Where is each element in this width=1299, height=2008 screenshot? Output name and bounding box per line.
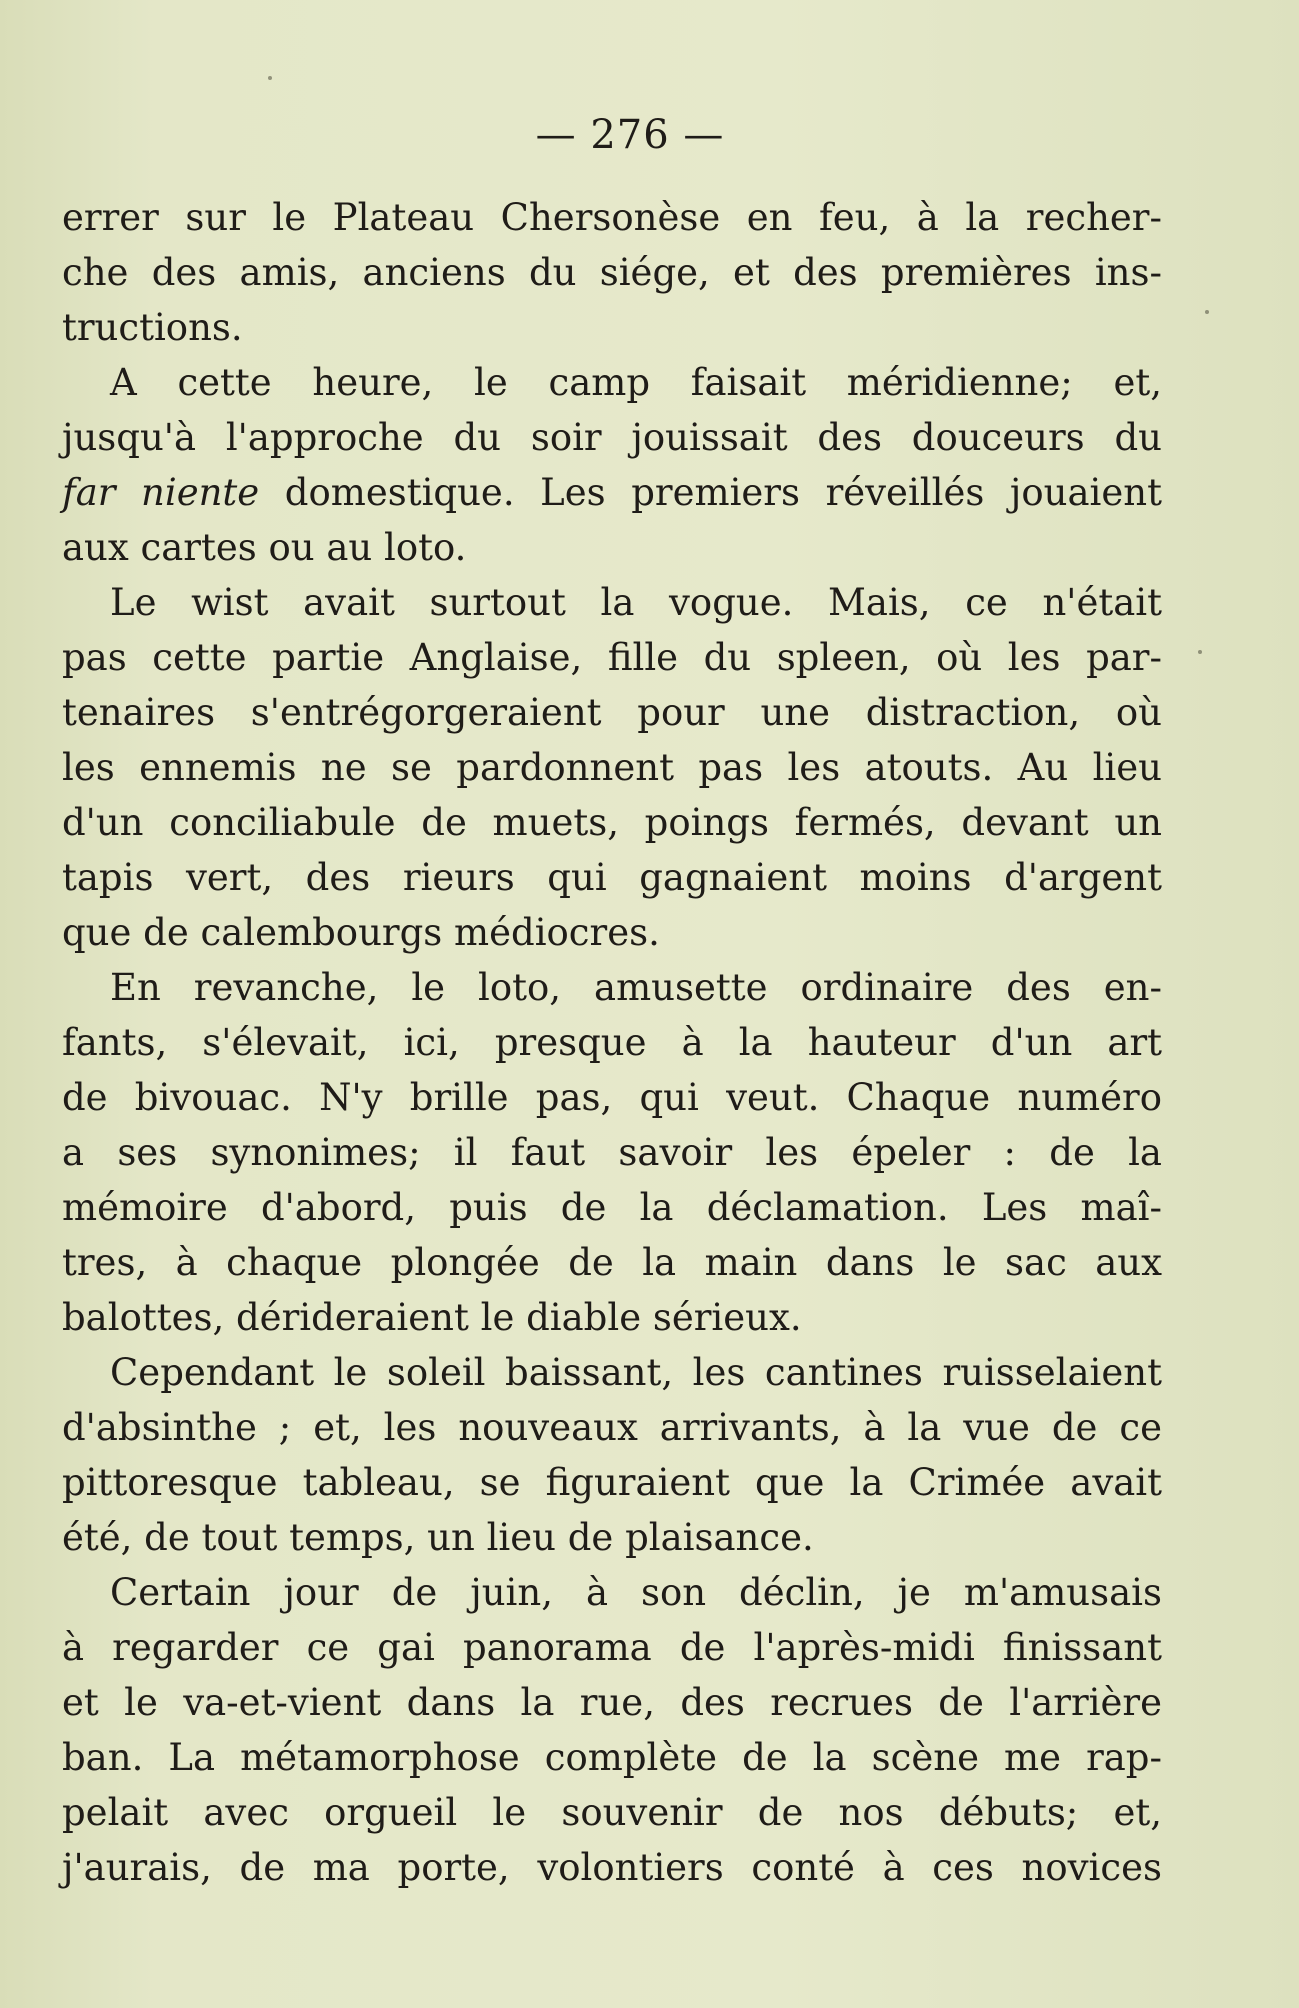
text-line: En revanche, le loto, amusette ordinaire des en- xyxy=(110,966,1162,1009)
text-line: tenaires s'entrégorgeraient pour une distraction, où xyxy=(62,691,1162,734)
paper-speck xyxy=(1205,310,1209,314)
text-line: Certain jour de juin, à son déclin, je m'amusais xyxy=(110,1571,1162,1614)
text-line: aux cartes ou au loto. xyxy=(62,526,467,569)
text-line: errer sur le Plateau Chersonèse en feu, à la recher- xyxy=(62,196,1162,239)
text-line: fants, s'élevait, ici, presque à la hauteur d'un art xyxy=(62,1021,1162,1064)
text-line: pas cette partie Anglaise, fille du spleen, où les par- xyxy=(62,636,1162,679)
text-line: j'aurais, de ma porte, volontiers conté à ces novices xyxy=(62,1846,1162,1889)
paper-speck xyxy=(268,76,272,80)
text-line: Cependant le soleil baissant, les cantines ruisselaient xyxy=(110,1351,1162,1394)
text-line: che des amis, anciens du siége, et des premières ins- xyxy=(62,251,1162,294)
text-line: A cette heure, le camp faisait méridienne; et, xyxy=(110,361,1162,404)
text-line: Le wist avait surtout la vogue. Mais, ce n'était xyxy=(110,581,1162,624)
text-line xyxy=(62,465,1162,520)
text-line: de bivouac. N'y brille pas, qui veut. Chaque numéro xyxy=(62,1076,1162,1119)
text-line: que de calembourgs médiocres. xyxy=(62,911,660,954)
text-line: jusqu'à l'approche du soir jouissait des douceurs du xyxy=(62,416,1162,459)
text-line: tructions. xyxy=(62,306,243,349)
italic-phrase: far niente xyxy=(62,471,260,514)
line-text: domestique. Les premiers réveillés jouaient xyxy=(284,471,1162,514)
body-text xyxy=(62,190,1162,1895)
text-line: balottes, dérideraient le diable sérieux. xyxy=(62,1296,802,1339)
text-line: les ennemis ne se pardonnent pas les atouts. Au lieu xyxy=(62,746,1162,789)
text-line: pittoresque tableau, se figuraient que la Crimée avait xyxy=(62,1461,1162,1504)
paper-speck xyxy=(1198,650,1202,654)
text-line: d'absinthe ; et, les nouveaux arrivants, à la vue de ce xyxy=(62,1406,1162,1449)
text-line: tapis vert, des rieurs qui gagnaient moins d'argent xyxy=(62,856,1162,899)
text-line: tres, à chaque plongée de la main dans le sac aux xyxy=(62,1241,1162,1284)
page-number: — 276 — xyxy=(535,112,725,158)
text-line: été, de tout temps, un lieu de plaisance. xyxy=(62,1516,814,1559)
text-line: ban. La métamorphose complète de la scène me rap- xyxy=(62,1736,1162,1779)
text-line: d'un conciliabule de muets, poings fermés, devant un xyxy=(62,801,1162,844)
text-line: et le va-et-vient dans la rue, des recrues de l'arrière xyxy=(62,1681,1162,1724)
text-line: a ses synonimes; il faut savoir les épeler : de la xyxy=(62,1131,1162,1174)
text-line: mémoire d'abord, puis de la déclamation. Les maî- xyxy=(62,1186,1162,1229)
text-line: à regarder ce gai panorama de l'après-midi finissant xyxy=(62,1626,1162,1669)
text-line: pelait avec orgueil le souvenir de nos débuts; et, xyxy=(62,1791,1162,1834)
